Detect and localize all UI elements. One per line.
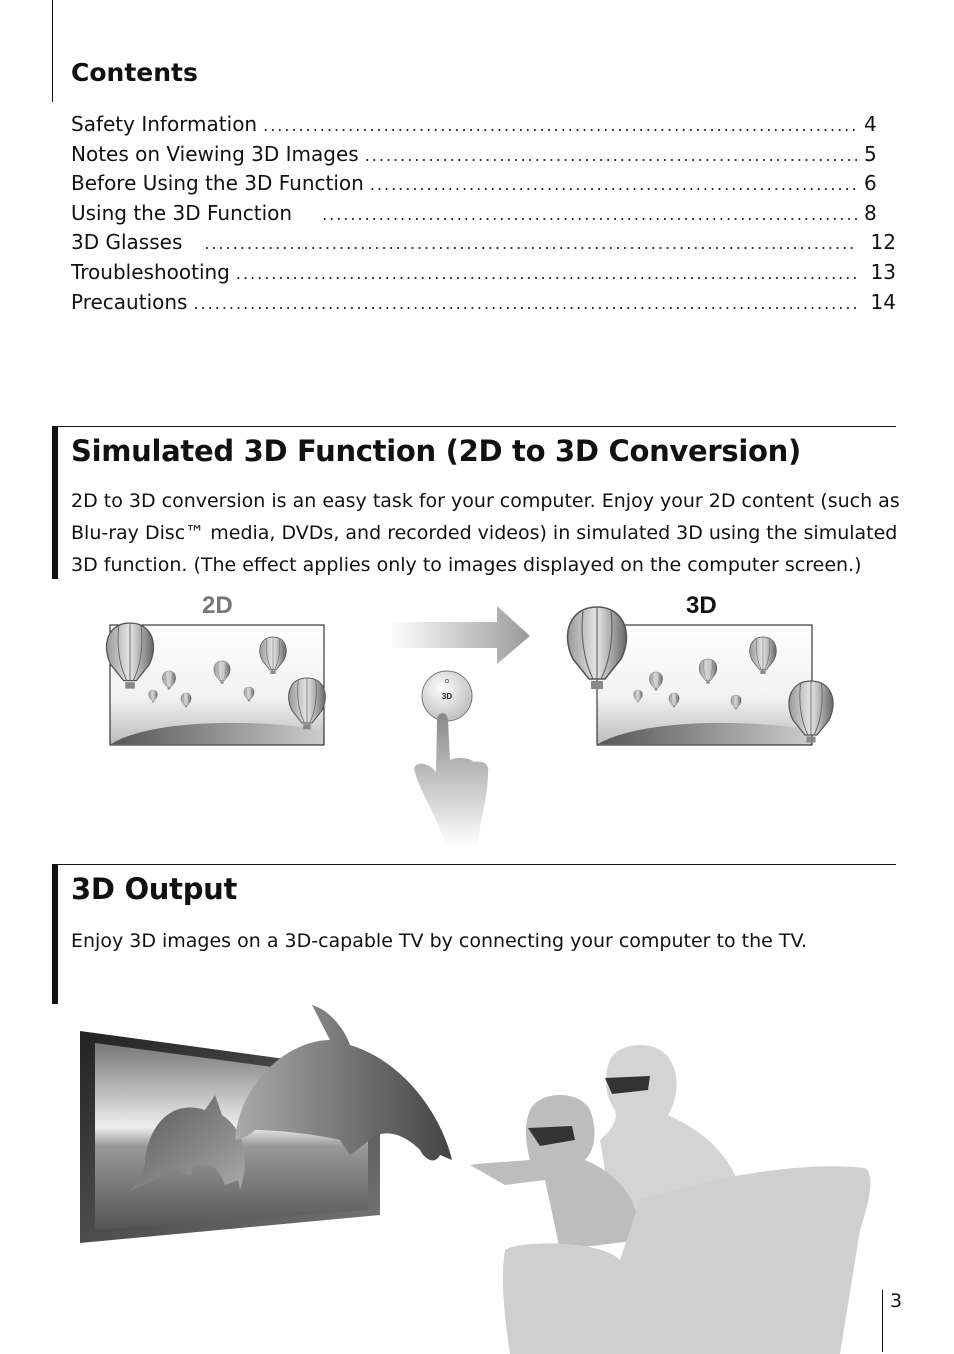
hand-icon: [414, 713, 488, 848]
3d-button-label: 3D: [441, 692, 453, 701]
toc-entry-label: Troubleshooting: [71, 259, 230, 284]
3d-output-heading: 3D Output: [71, 872, 238, 906]
3d-output-illustration: [0, 1000, 954, 1354]
toc-entry-page: 12: [870, 230, 896, 255]
toc-entry-page: 4: [864, 112, 877, 136]
toc-leader: [370, 175, 858, 194]
toc-entry-label: Precautions: [71, 289, 188, 314]
section-rule: [52, 426, 896, 427]
toc-entry-label: Before Using the 3D Function: [71, 171, 364, 196]
toc-entry-page: 14: [870, 289, 896, 314]
toc-entry-using[interactable]: [71, 201, 896, 231]
toc-entry-page: 8: [864, 200, 877, 225]
simulated-3d-description: [71, 485, 900, 581]
simulated-3d-heading: Simulated 3D Function (2D to 3D Conversion): [71, 434, 801, 468]
toc-entry-before[interactable]: [71, 171, 896, 201]
toc-leader: [365, 146, 858, 165]
contents-heading: Contents: [71, 58, 198, 87]
toc-entry-page: 6: [864, 171, 877, 196]
toc-leader: [204, 234, 858, 253]
toc-entry-page: 13: [870, 259, 896, 284]
toc-leader: [193, 294, 858, 313]
body-line: Blu-ray Disc™ media, DVDs, and recorded videos) in simulated 3D using the simulated: [71, 522, 898, 544]
label-2d: 2D: [202, 592, 233, 619]
top-margin-rule: [52, 0, 53, 102]
toc-entry-label: Notes on Viewing 3D Images: [71, 141, 359, 166]
toc-entry-safety[interactable]: [71, 112, 896, 142]
toc-leader: [263, 116, 858, 135]
page-number-rule: [882, 1290, 883, 1352]
screen-2d: [106, 623, 325, 745]
toc-entry-glasses[interactable]: [71, 230, 896, 260]
section-bar: [52, 864, 58, 1004]
conversion-arrow: [390, 606, 530, 664]
section-bar: [52, 426, 58, 579]
table-of-contents: [71, 112, 896, 319]
body-line: 2D to 3D conversion is an easy task for your computer. Enjoy your 2D content (such as: [71, 490, 900, 512]
toc-entry-label: 3D Glasses: [71, 230, 183, 255]
toc-entry-label: Safety Information: [71, 112, 258, 136]
screen-3d: [568, 607, 833, 745]
page-number: 3: [890, 1290, 903, 1312]
label-3d: 3D: [686, 592, 717, 619]
toc-entry-label: Using the 3D Function: [71, 200, 293, 225]
body-line: 3D function. (The effect applies only to images displayed on the computer screen.): [71, 554, 862, 576]
toc-entry-precautions[interactable]: [71, 290, 896, 320]
toc-leader: [322, 205, 858, 224]
section-rule: [52, 864, 896, 865]
3d-output-description: Enjoy 3D images on a 3D-capable TV by connecting your computer to the TV.: [71, 930, 808, 952]
toc-leader: [236, 264, 858, 283]
toc-entry-page: 5: [864, 141, 877, 166]
toc-entry-troubleshooting[interactable]: [71, 260, 896, 290]
toc-entry-notes[interactable]: [71, 142, 896, 172]
conversion-illustration: [0, 600, 954, 860]
